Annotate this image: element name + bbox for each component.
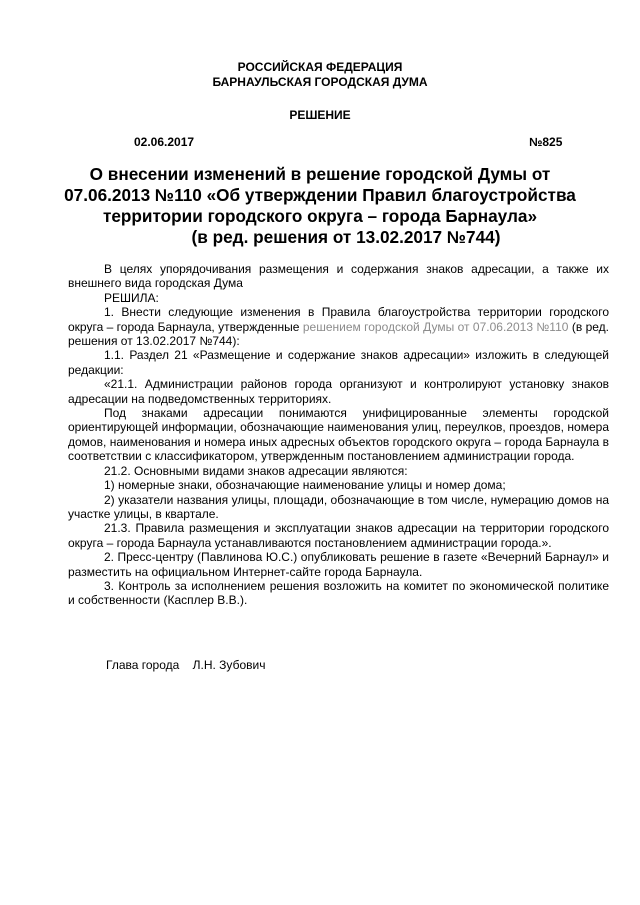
document-body <box>68 262 609 608</box>
title-line-1: О внесении изменений в решение городской Думы от <box>89 164 551 184</box>
item-21-2-paragraph: 21.2. Основными видами знаков адресации являются: <box>104 463 408 478</box>
item-21-2-2-paragraph: 2) указатели названия улицы, площади, обозначающие в том числе, нумерацию домов на участке улицы, в квартале. <box>68 492 609 521</box>
document-date: 02.06.2017 <box>134 135 195 149</box>
resolved-label: РЕШИЛА: <box>104 290 159 305</box>
signature-block <box>106 658 265 672</box>
header-organization: БАРНАУЛЬСКАЯ ГОРОДСКАЯ ДУМА <box>212 75 428 89</box>
item-21-2-1-paragraph: 1) номерные знаки, обозначающие наименование улицы и номер дома; <box>104 478 506 493</box>
signature-name: Л.Н. Зубович <box>192 658 266 672</box>
title-line-4: (в ред. решения от 13.02.2017 №744) <box>191 227 501 247</box>
title-line-3: территории городского округа – города Барнаула» <box>102 206 538 226</box>
header-country: РОССИЙСКАЯ ФЕДЕРАЦИЯ <box>237 60 403 74</box>
signature-role: Глава города <box>106 658 180 672</box>
item-1-paragraph <box>68 305 609 348</box>
title-line-2: 07.06.2013 №110 «Об утверждении Правил благоустройства <box>64 185 576 205</box>
item-21-3-paragraph: 21.3. Правила размещения и эксплуатации знаков адресации на территории городского округа – города Барнаула устанавливаются постановлением администрации города.». <box>68 521 609 550</box>
item-1-text-end: (в ред. решения от 13.02.2017 №744): <box>68 319 609 349</box>
item-1-text-start: 1. Внести следующие изменения в Правила благоустройства территории городского округа – города Барнаула, утвержденные <box>68 305 609 334</box>
item-1-1-paragraph: 1.1. Раздел 21 «Размещение и содержание знаков адресации» изложить в следующей редакции: <box>68 348 609 377</box>
item-3-paragraph: 3. Контроль за исполнением решения возложить на комитет по экономической политике и собственности (Касплер В.В.). <box>68 578 609 608</box>
item-21-1-paragraph: «21.1. Администрации районов города организуют и контролируют установку знаков адресации на подведомственных территориях. <box>68 377 609 406</box>
item-2-paragraph: 2. Пресс-центру (Павлинова Ю.С.) опубликовать решение в газете «Вечерний Барнаул» и разместить на официальном Интернет-сайте города Барнаула. <box>68 550 609 579</box>
document-type: РЕШЕНИЕ <box>289 108 351 122</box>
document-number: №825 <box>529 135 563 149</box>
definition-paragraph: Под знаками адресации понимаются унифицированные элементы городской ориентирующей информации, обозначающие наименования улиц, переулков, проездов, номера домов, наименования и номера иных адресных объектов городского округа – города Барнаула в соответствии с классификатором, утвержденным постановлением администрации города. <box>68 406 609 464</box>
intro-paragraph: В целях упорядочивания размещения и содержания знаков адресации, а также их внешнего вида городская Дума <box>68 262 609 291</box>
decision-reference-link[interactable]: решением городской Думы от 07.06.2013 №110 <box>302 319 569 334</box>
